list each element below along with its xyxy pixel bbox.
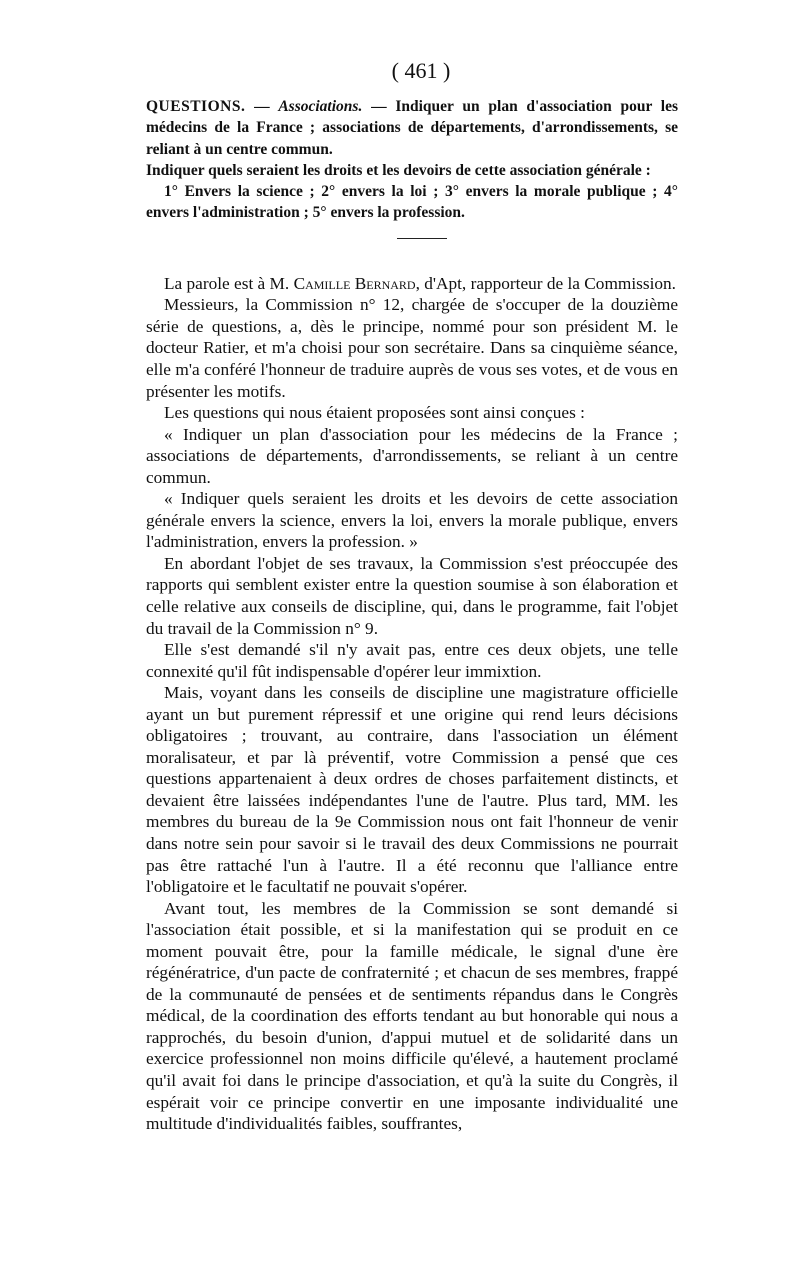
questions-lead: QUESTIONS. xyxy=(146,98,246,115)
paragraph-7: Elle s'est demandé s'il n'y avait pas, entre ces deux objets, une telle connexité qu'il fût indispensable d'opérer leur immixtion. xyxy=(146,640,678,681)
dash: — xyxy=(245,98,279,115)
paragraph-2: Messieurs, la Commission n° 12, chargée de s'occuper de la douzième série de questions, a, dès le principe, nommé pour son président M. le docteur Ratier, et m'a choisi pour son secrétaire. Dans sa cinquième séance, elle m'a conféré l'honneur de traduire auprès de vous ses votes, et de vous en présenter les motifs. xyxy=(146,295,678,401)
paragraph-1-a: La parole est à M. xyxy=(164,273,294,293)
questions-paragraph-2: Indiquer quels seraient les droits et les devoirs de cette association générale : xyxy=(146,161,651,179)
section-divider xyxy=(397,238,447,239)
body-text xyxy=(146,273,678,1135)
paragraph-5: « Indiquer quels seraient les droits et les devoirs de cette association générale envers la science, envers la loi, envers la morale publique, envers l'administration, envers la profession. » xyxy=(146,489,678,552)
questions-title: Associations. xyxy=(278,98,363,115)
paragraph-1 xyxy=(146,273,678,295)
paragraph-9: Avant tout, les membres de la Commission se sont demandé si l'association était possible, et si la manifestation qui se produit en ce moment pouvait être, pour la famille médicale, le signal d'une ère régénératrice, d'un pacte de confraternité ; et chacun de ses membres, frappé de la communauté de pensées et de sentiments répandus dans le Congrès médical, de la coordination des efforts tendant au but honorable qui nous a rapprochés, du besoin d'union, d'appui mutuel et de solidarité dans un exercice professionnel non moins difficile qu'élevé, a hautement proclamé qu'il avait foi dans le principe d'association, et qu'à la suite du Congrès, il espérait voir ce principe convertir en une imposante individualité une multitude d'individualités faibles, souffrantes, xyxy=(146,898,678,1134)
questions-text-1: Indiquer un plan d'association pour les médecins de la France ; associations de départements, d'arrondissements, se reliant à un centre commun. xyxy=(146,98,679,158)
questions-paragraph-1 xyxy=(146,96,678,160)
paragraph-1-b: , d'Apt, rapporteur de la Commission. xyxy=(415,273,676,293)
page-number: ( 461 ) xyxy=(391,58,451,83)
questions-paragraph-3: 1° Envers la science ; 2° envers la loi ; 3° envers la morale publique ; 4° envers l'administration ; 5° envers la profession. xyxy=(146,183,678,222)
speaker-name: Camille Bernard xyxy=(293,273,416,293)
dash: — xyxy=(362,98,396,115)
paragraph-4: « Indiquer un plan d'association pour les médecins de la France ; associations de départements, d'arrondissements, se reliant à un centre commun. xyxy=(146,424,678,487)
paragraph-6: En abordant l'objet de ses travaux, la Commission s'est préoccupée des rapports qui semblent exister entre la question soumise à son élaboration et celle relative aux conseils de discipline, qui, dans le programme, fait l'objet du travail de la Commission n° 9. xyxy=(146,553,678,638)
questions-block xyxy=(146,96,678,224)
paragraph-3: Les questions qui nous étaient proposées sont ainsi conçues : xyxy=(164,403,585,423)
paragraph-8: Mais, voyant dans les conseils de discipline une magistrature officielle ayant un but purement répressif et une origine qui rend leurs décisions obligatoires ; trouvant, au contraire, dans l'association un élément moralisateur, et par là préventif, votre Commission a pensé que ces questions appartenaient à deux ordres de choses parfaitement distincts, et devaient être laissées indépendantes l'une de l'autre. Plus tard, MM. les membres du bureau de la 9e Commission nous ont fait l'honneur de venir dans notre sein pour savoir si le travail des deux Commissions ne pourrait pas être rattaché l'un à l'autre. Il a été reconnu que l'alliance entre l'obligatoire et le facultatif ne pouvait s'opérer. xyxy=(146,683,678,897)
